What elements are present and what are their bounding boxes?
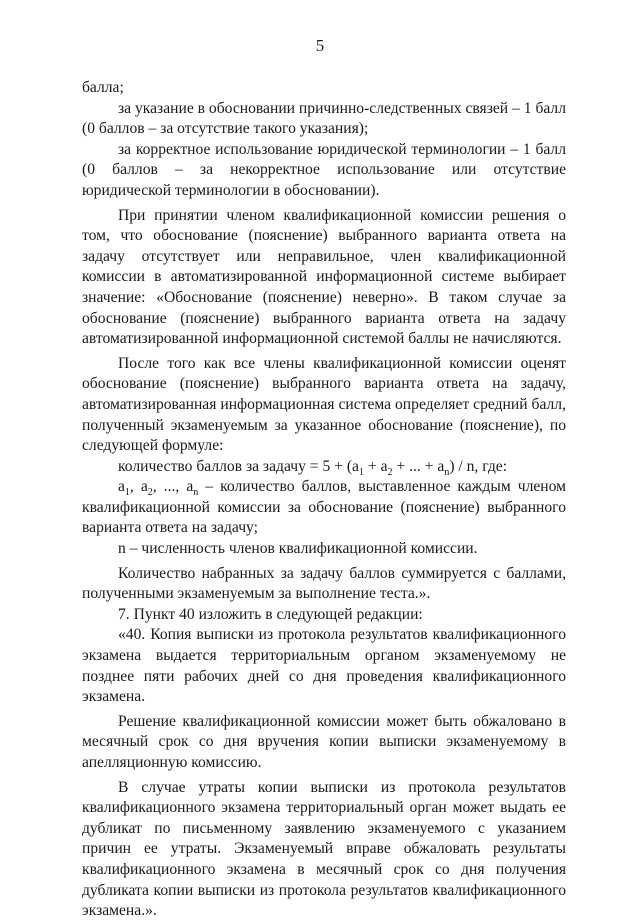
legend-an: , ..., a xyxy=(152,478,194,496)
paragraph-legal-terminology: за корректное использование юридической терминологии – 1 балл (0 баллов – за некорректное использование или отсутствие юридической терминологии в обосновании). xyxy=(82,140,566,199)
formula-plus-2: + ... + a xyxy=(392,457,445,475)
paragraph-legend-n: n – численность членов квалификационной комиссии. xyxy=(118,540,478,558)
paragraph-legend-a xyxy=(82,477,566,539)
legend-a2: , a xyxy=(129,478,148,496)
paragraph-appeal: Решение квалификационной комиссии может быть обжаловано в месячный срок со дня вручения копии выписки экзаменуемому в апелляционную комиссию. xyxy=(82,712,566,771)
paragraph-sum-scores: Количество набранных за задачу баллов суммируется с баллами, полученными экзаменуемым за выполнение теста.». xyxy=(82,564,566,603)
legend-a-text: – количество баллов, выставленное каждым членом квалификационной комиссии за обоснование (пояснение) выбранного варианта ответа на задачу; xyxy=(82,478,566,537)
paragraph-item-40: «40. Копия выписки из протокола результатов квалификационного экзамена выдается территориальным органом экзаменуемому не позднее пяти рабочих дней со дня проведения квалификационного экзамена. xyxy=(82,626,566,706)
formula-sub-n: n xyxy=(444,466,450,478)
page-number: 5 xyxy=(315,36,325,55)
legend-sub-1: 1 xyxy=(124,487,130,499)
legend-a1: a xyxy=(118,478,125,496)
paragraph-item-7: 7. Пункт 40 изложить в следующей редакции: xyxy=(118,605,423,623)
formula-sub-2: 2 xyxy=(387,466,393,478)
paragraph-incorrect-justification: При принятии членом квалификационной комиссии решения о том, что обоснование (пояснение) выбранного варианта ответа на задачу отсутствует или неправильное, член квалификационной комиссии в автоматизированной информационной системе выбирает значение: «Обоснование (пояснение) неверно». В таком случае за обоснование (пояснение) выбранного варианта ответа на задачу автоматизированной информационной системой баллы не начисляются. xyxy=(82,206,566,348)
formula-plus-1: + a xyxy=(363,457,388,475)
formula-sub-1: 1 xyxy=(358,466,364,478)
legend-sub-n: n xyxy=(193,487,199,499)
paragraph-causal-links: за указание в обосновании причинно-следственных связей – 1 балл (0 баллов – за отсутствие такого указания); xyxy=(82,99,566,138)
paragraph-average-score: После того как все члены квалификационной комиссии оценят обоснование (пояснение) выбранного варианта ответа на задачу, автоматизированная информационная система определяет средний балл, полученный экзаменуемым за указанное обоснование (пояснение), по следующей формуле: xyxy=(82,354,566,455)
formula-line xyxy=(82,457,566,478)
legend-sub-2: 2 xyxy=(147,487,153,499)
paragraph-continuation: балла; xyxy=(82,79,124,96)
formula-tail: ) / n, где: xyxy=(449,457,508,475)
paragraph-duplicate: В случае утраты копии выписки из протокола результатов квалификационного экзамена территориальный орган может выдать ее дубликат по письменному заявлению экзаменуемого с указанием причин ее утраты. Экзаменуемый вправе обжаловать результаты квалификационного экзамена в месячный срок со дня получения дубликата копии выписки из протокола результатов квалификационного экзамена.». xyxy=(82,778,566,920)
formula-lead: количество баллов за задачу = 5 + (a xyxy=(118,457,359,475)
document-body xyxy=(82,78,566,922)
